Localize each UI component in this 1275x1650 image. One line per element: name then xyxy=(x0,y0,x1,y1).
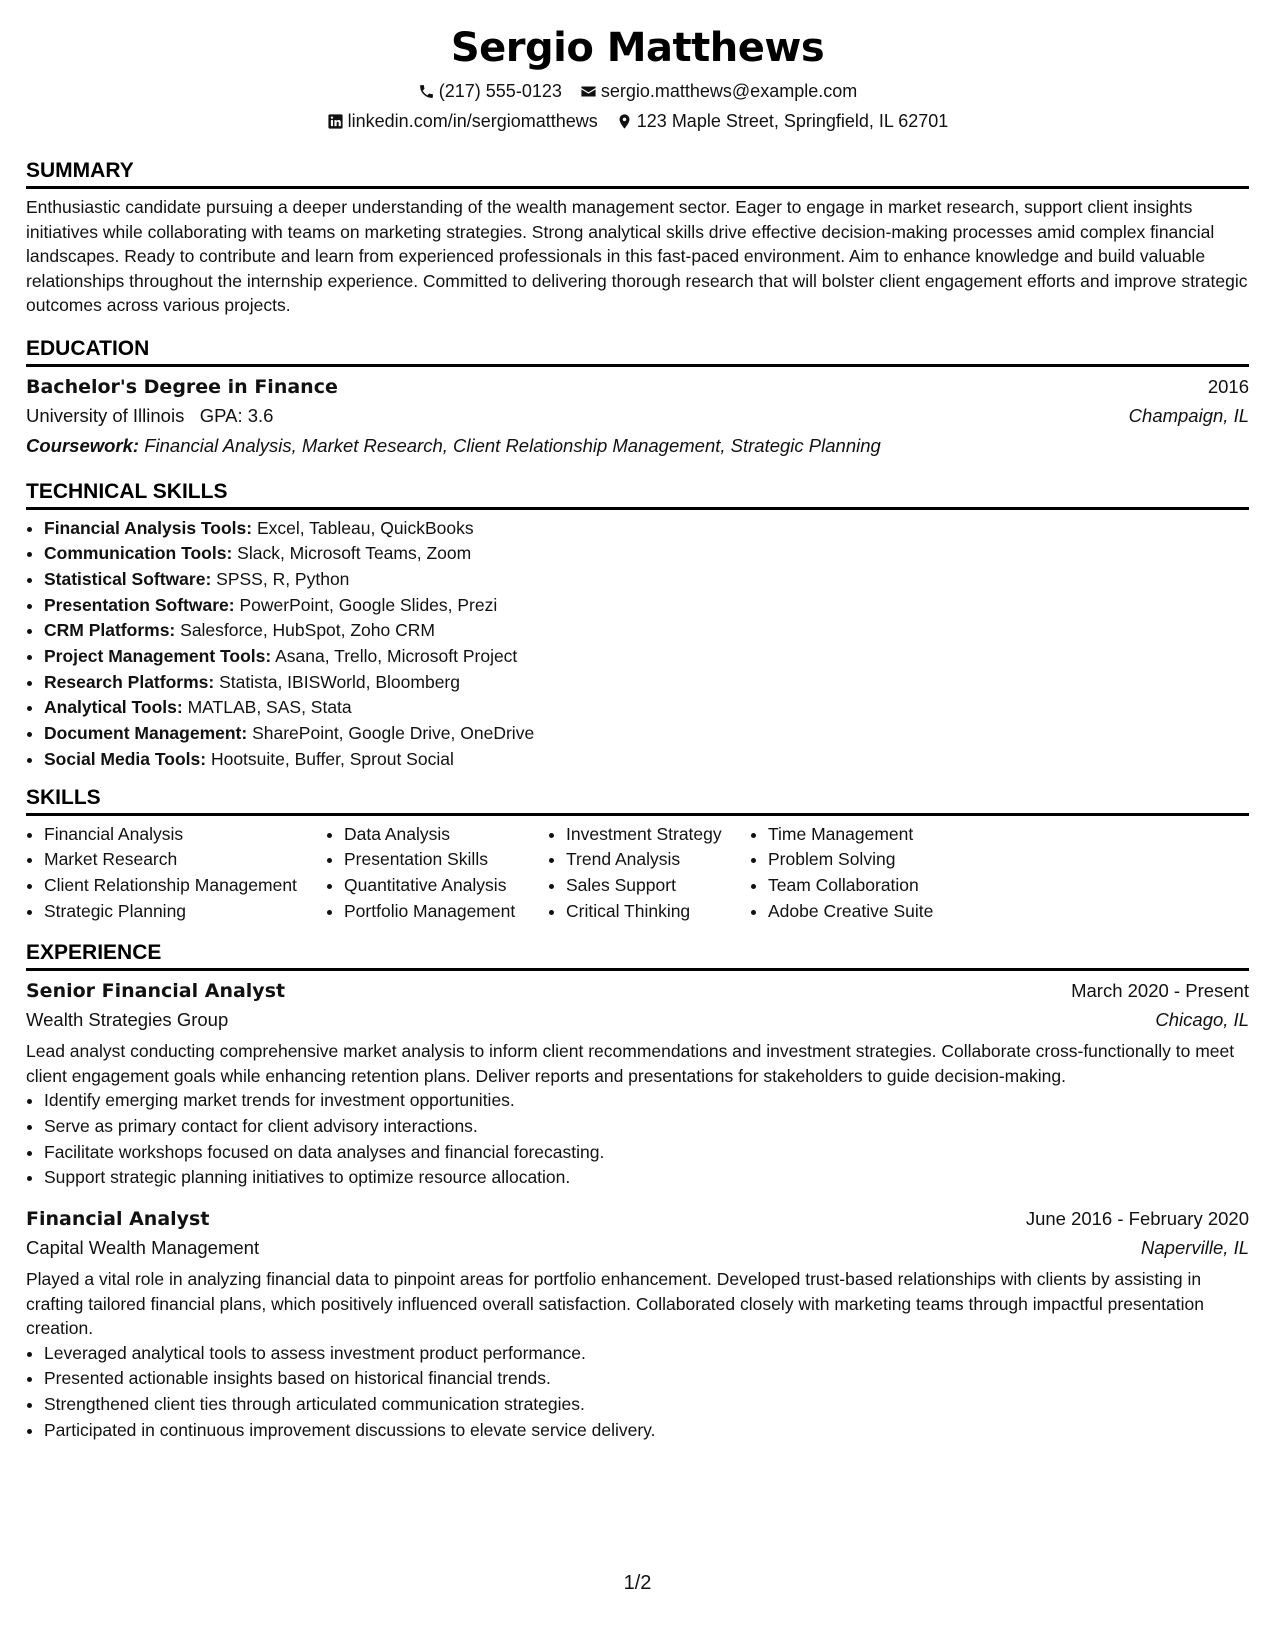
skill-category: Social Media Tools: xyxy=(44,748,207,769)
list-item: • Market Research xyxy=(44,847,326,873)
list-item xyxy=(44,541,1249,567)
experience-heading: EXPERIENCE xyxy=(26,940,1249,971)
job-title: Senior Financial Analyst xyxy=(26,980,286,1003)
technical-skills-heading: TECHNICAL SKILLS xyxy=(26,479,1249,510)
skill-values: MATLAB, SAS, Stata xyxy=(187,697,352,718)
list-item: • Strengthened client ties through articulated communication strategies. xyxy=(44,1392,1249,1418)
skill-values: Excel, Tableau, QuickBooks xyxy=(256,517,474,538)
skill-values: Slack, Microsoft Teams, Zoom xyxy=(237,543,472,564)
coursework-list: Financial Analysis, Market Research, Client Relationship Management, Strategic Planning xyxy=(144,434,881,456)
skill-values: Statista, IBISWorld, Bloomberg xyxy=(219,671,460,692)
candidate-name: Sergio Matthews xyxy=(450,25,825,71)
job-header xyxy=(26,1205,1249,1233)
skill-category: Analytical Tools: xyxy=(44,697,183,718)
list-item xyxy=(44,721,1249,747)
envelope-icon xyxy=(580,83,597,100)
summary-heading: SUMMARY xyxy=(26,158,1249,189)
degree: Bachelor's Degree in Finance xyxy=(26,375,338,398)
skills-section xyxy=(26,785,1249,925)
job-subheader xyxy=(26,1233,1249,1263)
list-item: • Leveraged analytical tools to assess investment product performance. xyxy=(44,1341,1249,1367)
gpa: GPA: 3.6 xyxy=(199,404,274,426)
list-item: • Facilitate workshops focused on data analyses and financial forecasting. xyxy=(44,1140,1249,1166)
phone-icon xyxy=(418,83,435,100)
skill-values: SPSS, R, Python xyxy=(216,568,350,589)
skills-column-2 xyxy=(326,822,548,925)
list-item xyxy=(44,747,1249,773)
skill-category: Financial Analysis Tools: xyxy=(44,517,253,538)
school-location: Champaign, IL xyxy=(1128,404,1249,426)
technical-skills-list xyxy=(26,516,1249,773)
list-item: • Investment Strategy xyxy=(566,822,750,848)
list-item: • Financial Analysis xyxy=(44,822,326,848)
list-item: • Client Relationship Management xyxy=(44,873,326,899)
skill-values: Asana, Trello, Microsoft Project xyxy=(275,646,518,667)
job-header xyxy=(26,977,1249,1005)
list-item xyxy=(44,567,1249,593)
list-item: • Serve as primary contact for client advisory interactions. xyxy=(44,1114,1249,1140)
company-name: Capital Wealth Management xyxy=(26,1237,260,1259)
address-text: 123 Maple Street, Springfield, IL 62701 xyxy=(636,111,949,131)
summary-section xyxy=(26,158,1249,318)
coursework-label: Coursework: xyxy=(26,434,140,456)
list-item: • Strategic Planning xyxy=(44,899,326,925)
job-location: Naperville, IL xyxy=(1141,1237,1249,1259)
job-title: Financial Analyst xyxy=(26,1208,210,1231)
list-item: • Portfolio Management xyxy=(344,899,548,925)
list-item: • Presented actionable insights based on historical financial trends. xyxy=(44,1366,1249,1392)
contact-email[interactable] xyxy=(580,76,857,106)
contact-phone[interactable] xyxy=(418,76,562,106)
list-item xyxy=(44,593,1249,619)
skill-category: Statistical Software: xyxy=(44,568,212,589)
list-item: • Support strategic planning initiatives to optimize resource allocation. xyxy=(44,1165,1249,1191)
skill-category: Document Management: xyxy=(44,723,248,744)
list-item: • Identify emerging market trends for investment opportunities. xyxy=(44,1088,1249,1114)
education-section xyxy=(26,336,1249,461)
list-item xyxy=(44,516,1249,542)
contact-linkedin[interactable] xyxy=(327,106,598,136)
skill-values: Salesforce, HubSpot, Zoho CRM xyxy=(180,620,435,641)
list-item: • Time Management xyxy=(768,822,988,848)
job-dates: June 2016 - February 2020 xyxy=(1025,1208,1249,1230)
skills-column-1 xyxy=(26,822,326,925)
list-item: • Adobe Creative Suite xyxy=(768,899,988,925)
list-item: • Quantitative Analysis xyxy=(344,873,548,899)
company-name: Wealth Strategies Group xyxy=(26,1009,229,1031)
skill-values: SharePoint, Google Drive, OneDrive xyxy=(252,723,535,744)
job-location: Chicago, IL xyxy=(1155,1009,1249,1031)
skill-category: Research Platforms: xyxy=(44,671,215,692)
linkedin-text: linkedin.com/in/sergiomatthews xyxy=(347,111,598,131)
contact-address xyxy=(616,106,949,136)
map-pin-icon xyxy=(616,113,633,130)
list-item: • Critical Thinking xyxy=(566,899,750,925)
email-text: sergio.matthews@example.com xyxy=(600,81,858,101)
job-dates: March 2020 - Present xyxy=(1071,980,1249,1002)
list-item xyxy=(44,670,1249,696)
job-bullets xyxy=(26,1341,1249,1444)
list-item xyxy=(44,695,1249,721)
skills-grid xyxy=(26,822,1249,925)
page-number: 1/2 xyxy=(623,1572,652,1594)
education-row-1 xyxy=(26,373,1249,401)
school-name: University of Illinois xyxy=(26,404,185,426)
linkedin-icon xyxy=(327,113,344,130)
summary-text: Enthusiastic candidate pursuing a deeper understanding of the wealth management sector. Eager to engage in market research, support client insights initiatives while collaborating with teams on marketing strategies. Strong analytical skills drive effective decision-making processes amid complex financial landscapes. Ready to contribute and learn from experienced professionals in this fast-paced environment. Aim to enhance knowledge and build valuable relationships throughout the internship experience. Committed to delivering thorough research that will bolster client engagement efforts and improve strategic outcomes across various projects. xyxy=(26,197,1248,315)
list-item: • Data Analysis xyxy=(344,822,548,848)
list-item: • Presentation Skills xyxy=(344,847,548,873)
school-info xyxy=(26,401,273,431)
coursework xyxy=(26,431,1249,461)
job-entry xyxy=(26,1205,1249,1443)
list-item xyxy=(44,644,1249,670)
contact-row-1 xyxy=(26,76,1249,106)
job-entry xyxy=(26,977,1249,1191)
skill-values: Hootsuite, Buffer, Sprout Social xyxy=(210,748,454,769)
education-heading: EDUCATION xyxy=(26,336,1249,367)
phone-text: (217) 555-0123 xyxy=(438,81,562,101)
skill-category: CRM Platforms: xyxy=(44,620,176,641)
job-bullets xyxy=(26,1088,1249,1191)
list-item: • Team Collaboration xyxy=(768,873,988,899)
technical-skills-section xyxy=(26,479,1249,773)
list-item: • Trend Analysis xyxy=(566,847,750,873)
skills-heading: SKILLS xyxy=(26,785,1249,816)
skill-category: Presentation Software: xyxy=(44,594,235,615)
job-description: Lead analyst conducting comprehensive market analysis to inform client recommendations and investment strategies. Collaborate cross-functionally to meet client engagement goals while enhancing retention plans. Deliver reports and presentations for stakeholders to guide decision-making. xyxy=(26,1041,1235,1086)
skill-category: Communication Tools: xyxy=(44,543,233,564)
skills-column-3 xyxy=(548,822,750,925)
contact-row-2 xyxy=(26,106,1249,136)
skill-values: PowerPoint, Google Slides, Prezi xyxy=(239,594,498,615)
skill-category: Project Management Tools: xyxy=(44,646,272,667)
skills-column-4 xyxy=(750,822,988,925)
job-description: Played a vital role in analyzing financial data to pinpoint areas for portfolio enhancement. Developed trust-based relationships with clients by assisting in crafting tailored financial plans, which positively influenced overall satisfaction. Collaborated closely with marketing teams through impactful presentation creation. xyxy=(26,1269,1204,1339)
list-item xyxy=(44,618,1249,644)
education-row-2 xyxy=(26,401,1249,431)
experience-section xyxy=(26,940,1249,1443)
job-subheader xyxy=(26,1005,1249,1035)
list-item: • Sales Support xyxy=(566,873,750,899)
list-item: • Participated in continuous improvement discussions to elevate service delivery. xyxy=(44,1418,1249,1444)
graduation-year: 2016 xyxy=(1207,375,1249,397)
list-item: • Problem Solving xyxy=(768,847,988,873)
